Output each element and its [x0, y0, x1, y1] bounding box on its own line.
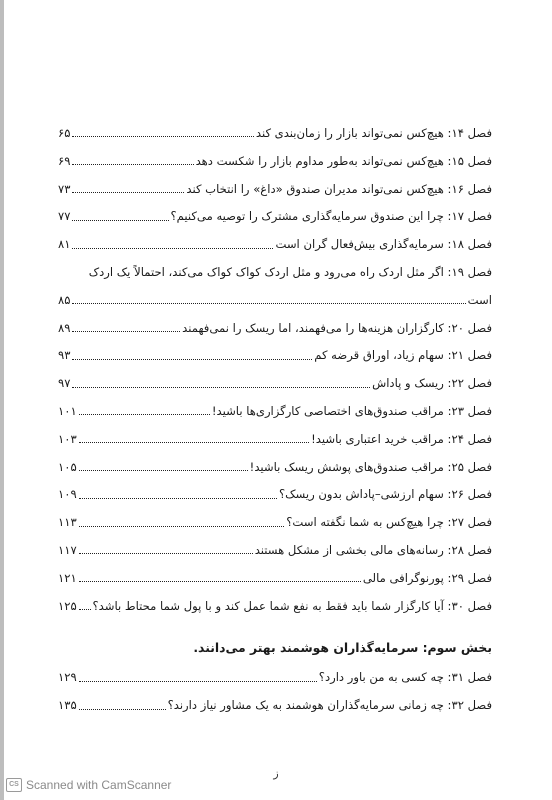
toc-entry[interactable] [58, 692, 492, 720]
toc-page-number: ۷۳ [58, 181, 71, 196]
toc-entry-title: فصل ۲۱: سهام زیاد، اوراق قرضه کم [314, 348, 492, 363]
toc-page-number: ۱۰۹ [58, 487, 77, 502]
toc-page-number: ۱۲۹ [58, 670, 77, 685]
toc-page-number: ۱۱۷ [58, 542, 77, 557]
toc-entry[interactable] [58, 203, 492, 231]
dot-leader [72, 359, 312, 360]
scan-edge [0, 0, 4, 800]
toc-entry[interactable] [58, 398, 492, 426]
toc-entry-title: فصل ۲۲: ریسک و پاداش [372, 376, 492, 391]
toc-entry-title: فصل ۲۳: مراقب صندوق‌های اختصاصی کارگزاری‌ها باشید! [211, 403, 492, 418]
toc-page-number: ۸۱ [58, 237, 71, 252]
toc-page-number: ۷۷ [58, 209, 71, 224]
toc-entry-line-2 [58, 287, 492, 315]
toc-entry[interactable] [58, 537, 492, 565]
toc-page-number: ۱۰۱ [58, 403, 77, 418]
toc-entry-title: فصل ۱۴: هیچ‌کس نمی‌تواند بازار را زمان‌بندی کند [255, 126, 492, 140]
toc-entry[interactable] [58, 370, 492, 398]
dot-leader [72, 248, 273, 249]
dot-leader [72, 164, 193, 165]
toc-entry[interactable] [58, 231, 492, 259]
toc-page-number: ۶۵ [58, 126, 71, 140]
toc-page-number: ۱۰۵ [58, 459, 77, 474]
toc-entry-title-continued: است [467, 292, 492, 307]
section-heading: بخش سوم: سرمایه‌گذاران هوشمند بهتر می‌دانند. [193, 640, 492, 656]
toc-page-number: ۱۰۳ [58, 431, 77, 446]
toc-entry[interactable] [58, 664, 492, 692]
toc-entry[interactable] [58, 342, 492, 370]
toc-entry[interactable] [58, 315, 492, 343]
toc-entry-title: فصل ۱۵: هیچ‌کس نمی‌تواند به‌طور مداوم بازار را شکست دهد [195, 153, 492, 168]
toc-entry-title: فصل ۳۲: چه زمانی سرمایه‌گذاران هوشمند به یک مشاور نیاز دارند؟ [167, 698, 492, 713]
dot-leader [72, 192, 184, 193]
toc-page-number: ۸۹ [58, 320, 71, 335]
dot-leader [79, 442, 309, 443]
dot-leader [79, 581, 361, 582]
dot-leader [72, 387, 370, 388]
toc-entry-title: فصل ۱۷: چرا این صندوق سرمایه‌گذاری مشترک را توصیه می‌کنیم؟ [170, 209, 492, 224]
dot-leader [79, 681, 317, 682]
toc-page-number: ۹۳ [58, 348, 71, 363]
toc-entry[interactable] [58, 481, 492, 509]
camscanner-watermark [6, 778, 171, 792]
toc-page-number: ۹۷ [58, 376, 71, 391]
dot-leader [79, 498, 277, 499]
toc-entry-title: فصل ۲۷: چرا هیچ‌کس به شما نگفته است؟ [286, 515, 492, 530]
dot-leader [72, 303, 465, 304]
toc-entry-title: فصل ۲۹: پورنوگرافی مالی [362, 570, 492, 585]
dot-leader [72, 136, 253, 137]
dot-leader [79, 526, 285, 527]
toc-entry-wrapped[interactable] [58, 259, 492, 315]
toc-entry-title: فصل ۱۸: سرمایه‌گذاری بیش‌فعال گران است [275, 237, 492, 252]
toc-entry-title: فصل ۲۵: مراقب صندوق‌های پوشش ریسک باشید! [249, 459, 492, 474]
toc-entry[interactable] [58, 176, 492, 204]
toc-entry-title: فصل ۱۹: اگر مثل اردک راه می‌رود و مثل اردک کواک کواک می‌کند، احتمالاً یک اردک [88, 264, 492, 279]
toc-entry-title: فصل ۲۴: مراقب خرید اعتباری باشید! [311, 431, 492, 446]
toc-entry-line-1 [58, 259, 492, 287]
dot-leader [79, 553, 253, 554]
dot-leader [79, 414, 210, 415]
watermark-text: Scanned with CamScanner [26, 778, 172, 792]
toc-entry-title: فصل ۳۱: چه کسی به من باور دارد؟ [318, 670, 492, 685]
camscanner-icon: CS [6, 778, 22, 792]
toc-entry-title: فصل ۲۶: سهام ارزشی–پاداش بدون ریسک؟ [279, 487, 492, 502]
toc-entry-title: فصل ۱۶: هیچ‌کس نمی‌تواند مدیران صندوق «داغ» را انتخاب کند [186, 181, 492, 196]
toc-entry-title: فصل ۲۰: کارگزاران هزینه‌ها را می‌فهمند، اما ریسک را نمی‌فهمند [182, 320, 492, 335]
table-of-contents [58, 120, 492, 720]
toc-entry[interactable] [58, 148, 492, 176]
dot-leader [72, 331, 180, 332]
toc-entry-title: فصل ۲۸: رسانه‌های مالی بخشی از مشکل هستند [254, 542, 492, 557]
toc-entry[interactable] [58, 454, 492, 482]
toc-page-number: ۶۹ [58, 153, 71, 168]
toc-page-number: ۱۱۳ [58, 515, 77, 530]
dot-leader [72, 220, 168, 221]
toc-page-number: ۱۳۵ [58, 698, 77, 713]
toc-entry[interactable] [58, 120, 492, 148]
toc-page-number: ۱۲۱ [58, 570, 77, 585]
page-number-footer: ز [273, 767, 279, 780]
toc-entry-title: فصل ۳۰: آیا کارگزار شما باید فقط به نفع شما عمل کند و با پول شما محتاط باشد؟ [92, 598, 492, 613]
toc-page-number: ۸۵ [58, 292, 71, 307]
toc-entry[interactable] [58, 593, 492, 621]
dot-leader [79, 470, 248, 471]
dot-leader [79, 709, 166, 710]
toc-entry[interactable] [58, 426, 492, 454]
toc-page-number: ۱۲۵ [58, 598, 77, 613]
toc-entry[interactable] [58, 509, 492, 537]
toc-entry[interactable] [58, 565, 492, 593]
dot-leader [79, 609, 91, 610]
